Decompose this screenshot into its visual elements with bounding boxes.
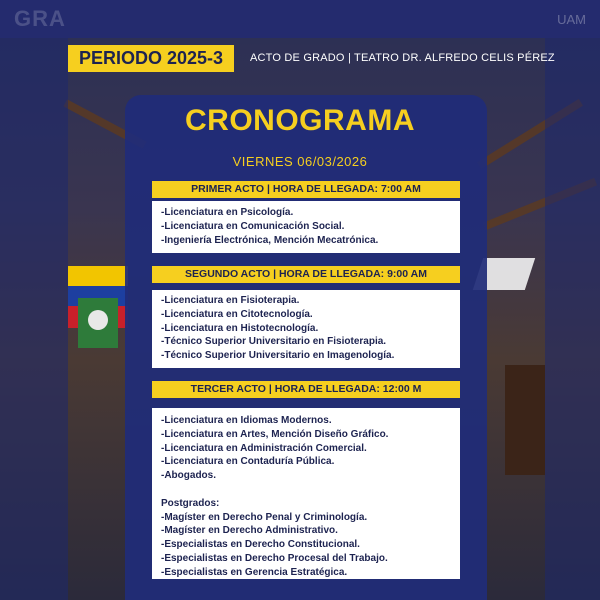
list-item: -Especialistas en Gerencia Estratégica. [161, 566, 348, 578]
list-item: -Técnico Superior Universitario en Imagenología. [161, 350, 395, 362]
acto-header-1: PRIMER ACTO | HORA DE LLEGADA: 7:00 AM [152, 181, 460, 198]
acto-list-2 [152, 290, 460, 368]
list-item: -Licenciatura en Psicología. [161, 207, 294, 218]
list-item: -Licenciatura en Citotecnología. [161, 308, 313, 320]
background-panel-right [545, 0, 600, 600]
postgrados-label: Postgrados: [161, 497, 220, 509]
list-item: -Licenciatura en Histotecnología. [161, 322, 319, 334]
list-item: -Especialistas en Derecho Procesal del Trabajo. [161, 552, 388, 564]
list-item: -Abogados. [161, 470, 216, 482]
list-item: -Técnico Superior Universitario en Fisioterapia. [161, 336, 387, 348]
list-item: -Licenciatura en Idiomas Modernos. [161, 415, 332, 426]
page-title: CRONOGRAMA [185, 104, 415, 137]
top-bar [0, 0, 600, 38]
list-item: -Licenciatura en Fisioterapia. [161, 295, 300, 306]
list-item: -Magíster en Derecho Administrativo. [161, 525, 338, 537]
background-panel-left [0, 0, 68, 600]
list-item: -Especialistas en Derecho Constitucional. [161, 539, 360, 551]
acto-list-3 [152, 408, 460, 579]
list-item: -Licenciatura en Artes, Mención Diseño Gráfico. [161, 428, 389, 440]
list-item: -Licenciatura en Comunicación Social. [161, 220, 345, 232]
spacer [161, 483, 460, 497]
list-item: -Licenciatura en Administración Comercial. [161, 442, 367, 454]
lectern [505, 365, 545, 475]
acto-header-3: TERCER ACTO | HORA DE LLEGADA: 12:00 M [152, 381, 460, 398]
flag-icon [68, 258, 128, 348]
ghost-title: GRA [14, 6, 66, 31]
list-item: -Magíster en Derecho Penal y Criminología. [161, 511, 368, 523]
ghost-brand: UAM [557, 12, 586, 27]
periodo-badge: PERIODO 2025-3 [68, 45, 234, 72]
acto-header-2: SEGUNDO ACTO | HORA DE LLEGADA: 9:00 AM [152, 266, 460, 283]
acto-list-1 [152, 201, 460, 253]
event-date: VIERNES 06/03/2026 [232, 154, 368, 169]
event-subtitle: ACTO DE GRADO | TEATRO DR. ALFREDO CELIS PÉREZ [250, 52, 555, 64]
list-item: -Ingeniería Electrónica, Mención Mecatrónica. [161, 234, 379, 246]
list-item: -Licenciatura en Contaduría Pública. [161, 456, 335, 468]
